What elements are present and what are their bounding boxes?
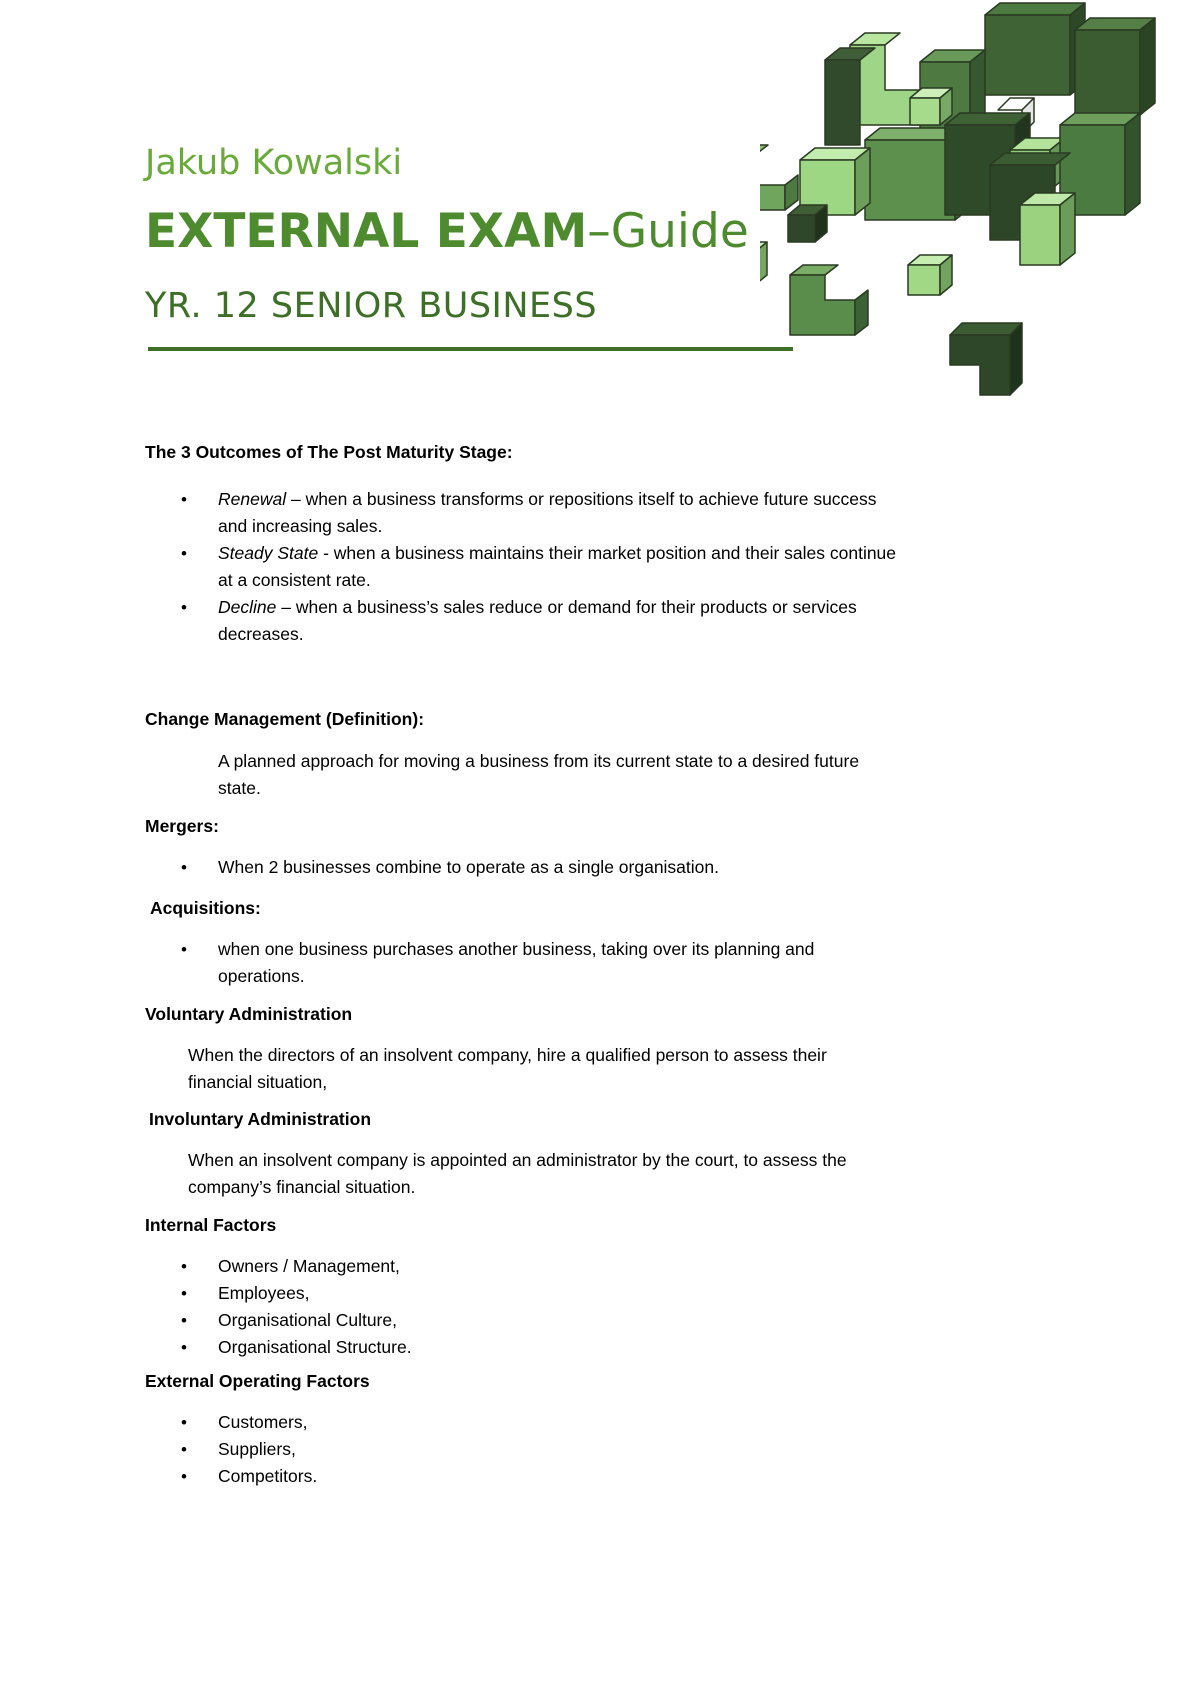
change-management-definition: A planned approach for moving a business from its current state to a desired future state. [218,751,860,798]
acquisitions-list [145,936,905,990]
section-heading-outcomes: The 3 Outcomes of The Post Maturity Stage: [145,442,513,462]
list-item [145,540,905,594]
document-header [0,0,1200,420]
document-title [145,206,749,258]
decorative-cubes-graphic [760,0,1200,410]
list-item: • Customers, [145,1409,905,1436]
title-suffix: –Guide [587,204,749,259]
internal-factors-list [145,1253,905,1361]
document-subtitle: YR. 12 SENIOR BUSINESS [145,286,598,326]
section-heading-acquisitions: Acquisitions: [150,898,261,918]
list-item: • Employees, [145,1280,905,1307]
list-item [145,594,905,648]
list-item: • when one business purchases another business, taking over its planning and operations. [145,936,838,990]
section-heading-voluntary-administration: Voluntary Administration [145,1004,353,1024]
section-heading-involuntary-administration: Involuntary Administration [149,1109,372,1129]
definition-text: – when a business transforms or repositions itself to achieve future success and increasing sales. [218,489,877,536]
list-item: • Competitors. [145,1463,905,1490]
title-bold: EXTERNAL EXAM [145,204,588,259]
outcomes-list [145,486,905,648]
list-item: • Organisational Culture, [145,1307,905,1334]
definition-text: – when a business’s sales reduce or demand for their products or services decreases. [218,597,857,644]
term-steady-state: Steady State [218,543,319,563]
section-heading-external-factors: External Operating Factors [145,1371,370,1391]
section-heading-internal-factors: Internal Factors [145,1215,277,1235]
term-renewal: Renewal [218,489,287,509]
term-decline: Decline [218,597,277,617]
list-item: • When 2 businesses combine to operate as a single organisation. [145,854,905,881]
section-heading-mergers: Mergers: [145,816,219,836]
author-name: Jakub Kowalski [145,143,403,183]
title-divider [148,347,793,351]
section-heading-change-management: Change Management (Definition): [145,709,425,729]
list-item: • Organisational Structure. [145,1334,905,1361]
mergers-list [145,854,905,881]
list-item: • Owners / Management, [145,1253,905,1280]
external-factors-list [145,1409,905,1490]
definition-text: - when a business maintains their market position and their sales continue at a consistent rate. [218,543,897,590]
voluntary-administration-definition: When the directors of an insolvent company, hire a qualified person to assess their financial situation, [188,1045,827,1092]
involuntary-administration-definition: When an insolvent company is appointed an administrator by the court, to assess the company’s financial situation. [188,1150,847,1197]
list-item [145,486,905,540]
list-item: • Suppliers, [145,1436,905,1463]
